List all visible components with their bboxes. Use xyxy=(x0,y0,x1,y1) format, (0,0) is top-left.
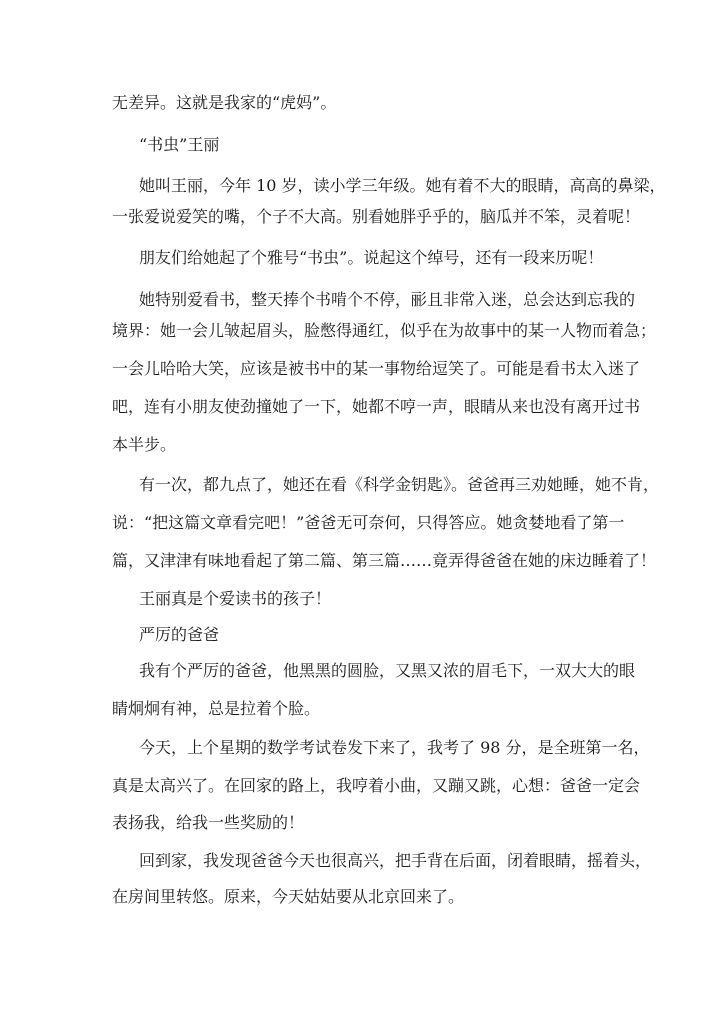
text-line: 在房间里转悠。原来，今天姑姑要从北京回来了。 xyxy=(112,887,465,906)
text-line: 朋友们给她起了个雅号“书虫”。说起这个绰号，还有一段来历呢！ xyxy=(139,248,604,267)
text-line: 无差异。这就是我家的“虎妈”。 xyxy=(112,93,337,112)
text-line: 说：“把这篇文章看完吧！”爸爸无可奈何，只得答应。她贪婪地看了第一 xyxy=(112,513,625,532)
text-line: 今天，上个星期的数学考试卷发下来了，我考了 98 分，是全班第一名， xyxy=(139,738,650,757)
text-line: 表扬我，给我一些奖励的！ xyxy=(112,813,305,832)
text-line: 本半步。 xyxy=(112,435,177,454)
text-line: 吧，连有小朋友使劲撞她了一下，她都不哼一声，眼睛从来也没有离开过书 xyxy=(112,397,641,416)
text-line: 境界：她一会儿皱起眉头，脸憋得通红，似乎在为故事中的某一人物而着急； xyxy=(112,321,657,340)
section-heading-bookworm: “书虫”王丽 xyxy=(139,135,220,154)
text-line: 一张爱说爱笑的嘴，个子不大高。别看她胖乎乎的，脑瓜并不笨，灵着呢！ xyxy=(112,207,641,226)
text-line: 篇，又津津有味地看起了第二篇、第三篇……竟弄得爸爸在她的床边睡着了！ xyxy=(112,551,657,570)
text-line: 有一次，都九点了，她还在看《科学金钥匙》。爸爸再三劝她睡，她不肯， xyxy=(139,475,660,494)
text-line: 一会儿哈哈大笑，应该是被书中的某一事物给逗笑了。可能是看书太入迷了 xyxy=(112,359,641,378)
text-line: 睛炯炯有神，总是拉着个脸。 xyxy=(112,699,321,718)
text-line: 她特别爱看书，整天捧个书啃个不停，彨且非常入迷，总会达到忘我的 xyxy=(139,290,636,309)
text-line: 她叫王丽，今年 10 岁，读小学三年级。她有着不大的眼睛，高高的鼻梁， xyxy=(139,176,666,195)
text-line: 我有个严厉的爸爸，他黑黑的圆脸，又黑又浓的眉毛下，一双大大的眼 xyxy=(139,661,636,680)
text-line: 王丽真是个爱读书的孩子！ xyxy=(139,589,332,608)
section-heading-strict-dad: 严厉的爸爸 xyxy=(139,625,220,644)
text-line: 真是太高兴了。在回家的路上，我哼着小曲，又蹦又跳，心想：爸爸一定会 xyxy=(112,776,641,795)
text-line: 回到家，我发现爸爸今天也很高兴，把手背在后面，闭着眼睛，摇着头， xyxy=(139,851,652,870)
